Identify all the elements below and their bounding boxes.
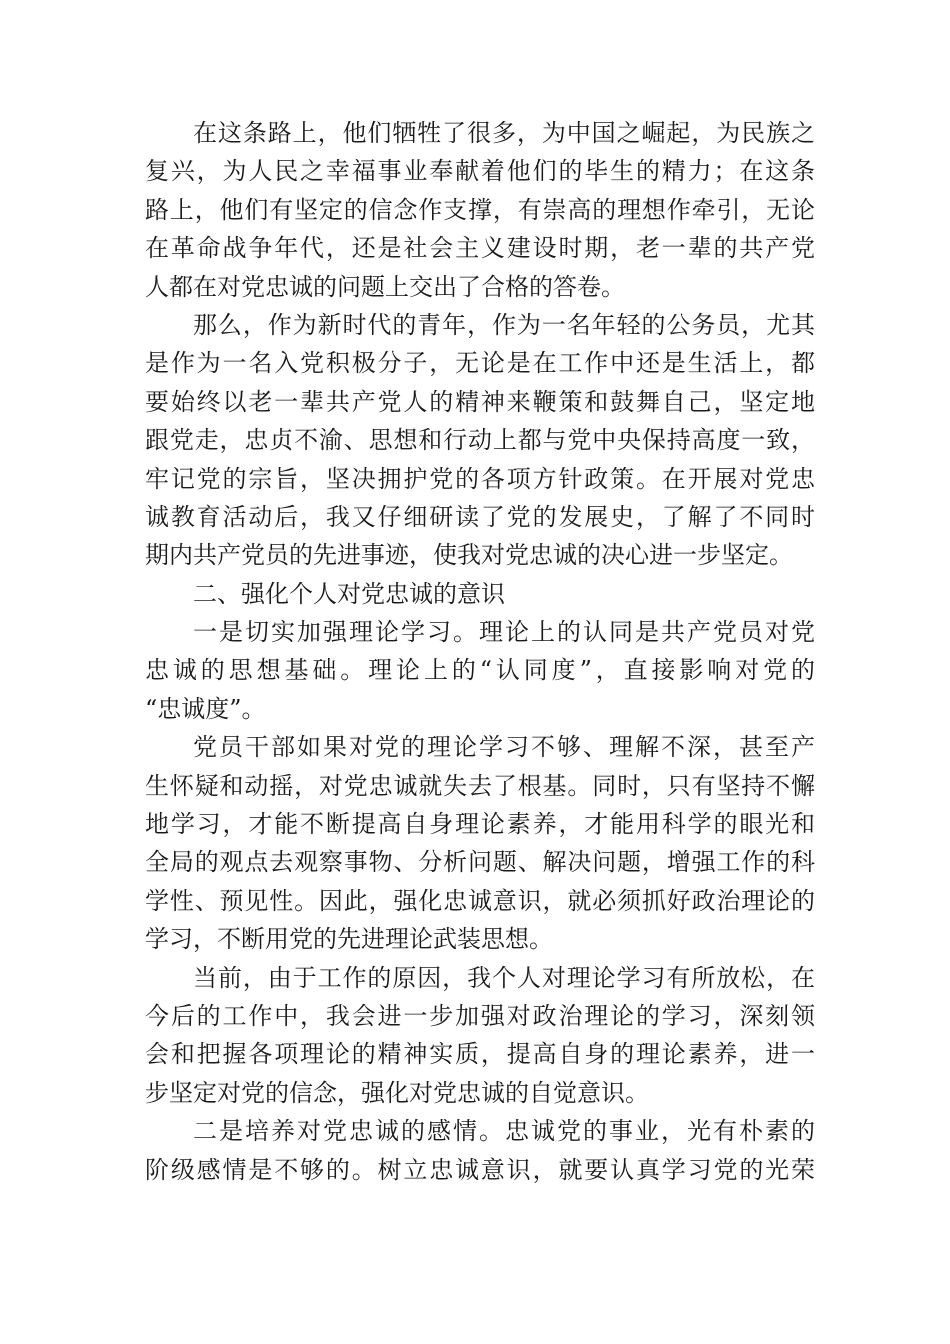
text-line: 当前，由于工作的原因，我个人对理论学习有所放松，在 (193, 963, 815, 992)
text-line: 学习，不断用党的先进理论武装思想。 (145, 925, 553, 954)
text-line: 二是培养对党忠诚的感情。忠诚党的事业，光有朴素的 (193, 1117, 815, 1146)
text-line: 今后的工作中，我会进一步加强对政治理论的学习，深刻领 (145, 1001, 815, 1030)
text-line: 路上，他们有坚定的信念作支撑，有崇高的理想作牵引，无论 (145, 195, 815, 224)
text-line: 生怀疑和动摇，对党忠诚就失去了根基。同时，只有坚持不懈 (145, 771, 815, 800)
text-line: 是作为一名入党积极分子，无论是在工作中还是生活上，都 (145, 349, 815, 378)
text-line: 人都在对党忠诚的问题上交出了合格的答卷。 (145, 272, 625, 301)
text-line: 复兴，为人民之幸福事业奉献着他们的毕生的精力；在这条 (145, 157, 815, 186)
text-line: 全局的观点去观察事物、分析问题、解决问题，增强工作的科 (145, 848, 815, 877)
text-line: 地学习，才能不断提高自身理论素养，才能用科学的眼光和 (145, 810, 815, 839)
text-line: 阶级感情是不够的。树立忠诚意识，就要认真学习党的光荣 (145, 1155, 815, 1184)
text-line: 跟党走，忠贞不渝、思想和行动上都与党中央保持高度一致， (145, 426, 815, 455)
section-heading: 二、强化个人对党忠诚的意识 (193, 579, 505, 608)
text-line: 期内共产党员的先进事迹，使我对党忠诚的决心进一步坚定。 (145, 541, 793, 570)
text-line: “忠诚度”。 (145, 694, 266, 723)
text-line: 步坚定对党的信念，强化对党忠诚的自觉意识。 (145, 1078, 649, 1107)
text-line: 在革命战争年代，还是社会主义建设时期，老一辈的共产党 (145, 234, 815, 263)
text-line: 会和把握各项理论的精神实质，提高自身的理论素养，进一 (145, 1040, 815, 1069)
text-line: 党员干部如果对党的理论学习不够、理解不深，甚至产 (193, 733, 815, 762)
text-line: 牢记党的宗旨，坚决拥护党的各项方针政策。在开展对党忠 (145, 464, 815, 493)
text-line: 一是切实加强理论学习。理论上的认同是共产党员对党 (193, 618, 815, 647)
text-line: 在这条路上，他们牺牲了很多，为中国之崛起，为民族之 (193, 119, 815, 147)
text-line: 忠诚的思想基础。理论上的“认同度”，直接影响对党的 (145, 656, 815, 685)
text-line: 那么，作为新时代的青年，作为一名年轻的公务员，尤其 (193, 310, 815, 339)
document-body (145, 114, 815, 1189)
text-line: 要始终以老一辈共产党人的精神来鞭策和鼓舞自己，坚定地 (145, 387, 815, 416)
text-line: 诚教育活动后，我又仔细研读了党的发展史，了解了不同时 (145, 502, 815, 531)
text-line: 学性、预见性。因此，强化忠诚意识，就必须抓好政治理论的 (145, 886, 815, 915)
